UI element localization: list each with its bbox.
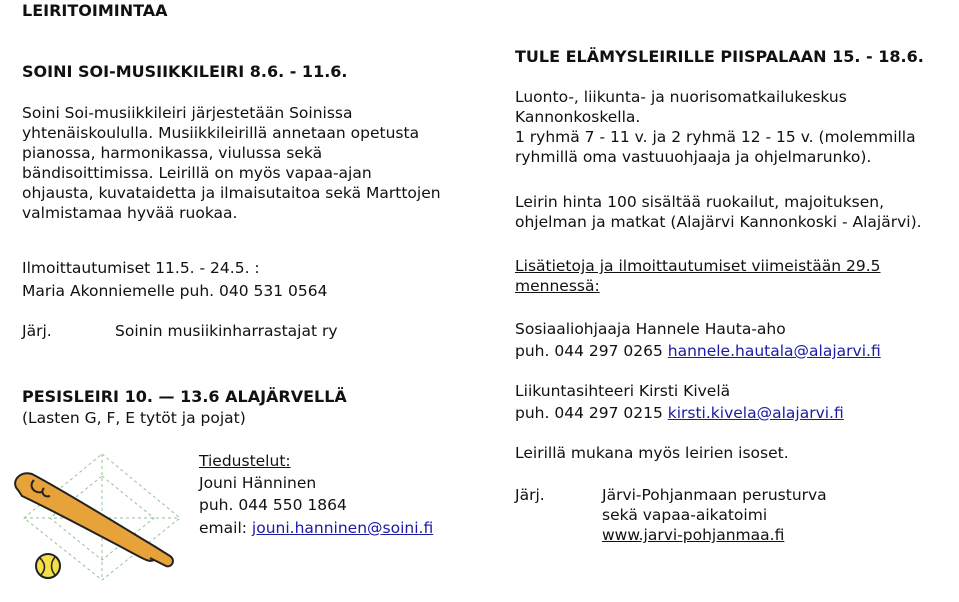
inquiries-name: Jouni Hänninen (199, 474, 317, 492)
organizer-line: sekä vapaa-aikatoimi (602, 506, 768, 524)
contact2-line (515, 403, 844, 423)
isoset-note: Leirillä mukana myös leirien isoset. (515, 444, 789, 462)
contact1-line (515, 341, 881, 361)
place-line: Kannonkoskella. (515, 108, 641, 126)
baseball-bat-and-ball-icon (4, 452, 188, 598)
description-line: yhtenäiskoululla. Musiikkileirillä annetaan opetusta (22, 124, 420, 142)
section-title: LEIRITOIMINTAA (22, 1, 168, 20)
description-line: pianossa, harmonikassa, viulussa sekä (22, 144, 323, 162)
music-camp-title: SOINI SOI-MUSIIKKILEIRI 8.6. - 11.6. (22, 62, 348, 81)
contact2-title: Liikuntasihteeri Kirsti Kivelä (515, 382, 731, 400)
place-line: ryhmillä oma vastuuohjaaja ja ohjelmarunko). (515, 148, 872, 166)
right-organizer-label: Järj. (515, 486, 545, 504)
music-camp-contact: Maria Akonniemelle puh. 040 531 0564 (22, 282, 328, 300)
contact2-email-link[interactable]: kirsti.kivela@alajarvi.fi (667, 404, 844, 422)
ball-icon (36, 554, 60, 578)
baseball-camp-subtitle: (Lasten G, F, E tytöt ja pojat) (22, 409, 246, 427)
place-line: 1 ryhmä 7 - 11 v. ja 2 ryhmä 12 - 15 v. (molemmilla (515, 128, 916, 146)
contact1-email-link[interactable]: hannele.hautala@alajarvi.fi (667, 342, 881, 360)
contact1-phone: puh. 044 297 0265 (515, 342, 668, 360)
experience-camp-price (515, 192, 922, 232)
price-line: ohjelman ja matkat (Alajärvi Kannonkoski - Alajärvi). (515, 213, 922, 231)
inquiries-label: Tiedustelut: (199, 452, 291, 470)
info-line: Lisätietoja ja ilmoittautumiset viimeistään 29.5 (515, 257, 881, 275)
baseball-camp-title: PESISLEIRI 10. — 13.6 ALAJÄRVELLÄ (22, 387, 347, 406)
experience-camp-place (515, 87, 916, 167)
description-line: bändisoittimissa. Leirillä on myös vapaa-ajan (22, 164, 372, 182)
place-line: Luonto-, liikunta- ja nuorisomatkailukeskus (515, 88, 847, 106)
contact2-phone: puh. 044 297 0215 (515, 404, 668, 422)
bat-icon (15, 473, 173, 566)
registration-info (515, 256, 881, 296)
email-label: email: (199, 519, 252, 537)
music-camp-registration: Ilmoittautumiset 11.5. - 24.5. : (22, 259, 260, 277)
music-camp-description (22, 103, 441, 223)
inquiries-phone: puh. 044 550 1864 (199, 496, 347, 514)
organizer-label: Järj. (22, 322, 52, 340)
experience-camp-title: TULE ELÄMYSLEIRILLE PIISPALAAN 15. - 18.6. (515, 47, 924, 66)
right-organizer (602, 485, 827, 545)
email-link[interactable]: jouni.hanninen@soini.fi (251, 519, 434, 537)
contact1-title: Sosiaaliohjaaja Hannele Hauta-aho (515, 320, 786, 338)
inquiries-email-line (199, 518, 433, 538)
price-line: Leirin hinta 100 sisältää ruokailut, majoituksen, (515, 193, 885, 211)
description-line: valmistamaa hyvää ruokaa. (22, 204, 238, 222)
website-link[interactable]: www.jarvi-pohjanmaa.fi (602, 526, 785, 544)
description-line: Soini Soi-musiikkileiri järjestetään Soinissa (22, 104, 353, 122)
info-line: mennessä: (515, 277, 600, 295)
organizer-line: Järvi-Pohjanmaan perusturva (602, 486, 827, 504)
organizer-name: Soinin musiikinharrastajat ry (115, 322, 338, 340)
description-line: ohjausta, kuvataidetta ja ilmaisutaitoa sekä Marttojen (22, 184, 441, 202)
